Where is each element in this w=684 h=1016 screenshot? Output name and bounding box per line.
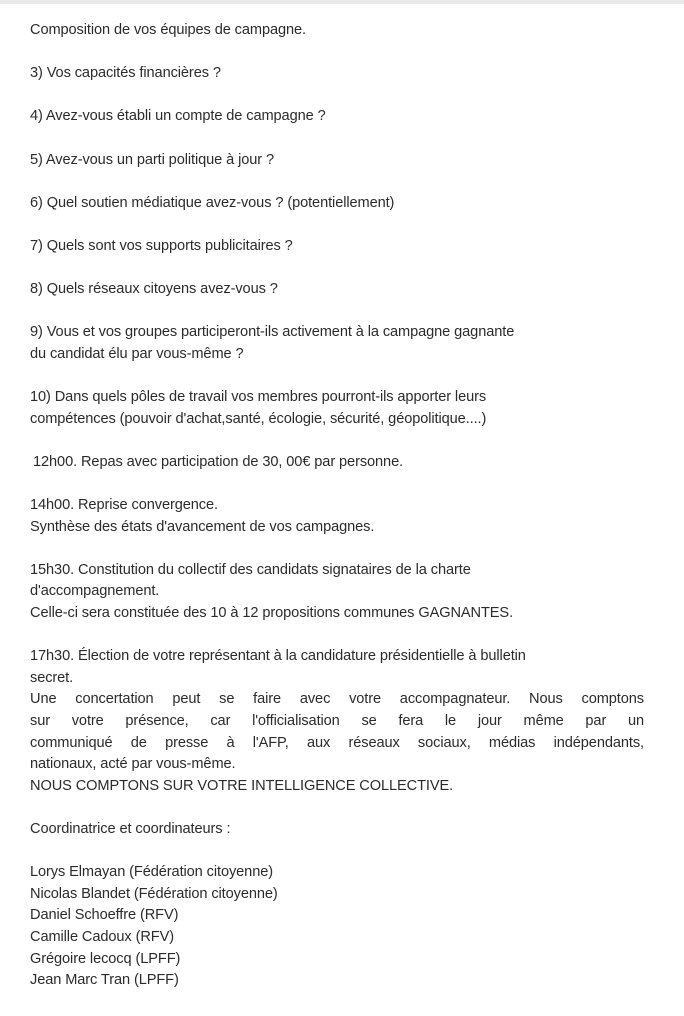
constitution-paragraph bbox=[30, 560, 644, 625]
constitution-line: d'accompagnement. bbox=[30, 583, 160, 600]
election-line: 17h30. Élection de votre représentant à la candidature présidentielle à bulletin bbox=[30, 648, 526, 665]
question-text: 7) Quels sont vos supports publicitaires ? bbox=[30, 237, 293, 254]
election-justified-line: Une concertation peut se faire avec votre accompagnateur. Nous comptons bbox=[30, 691, 644, 708]
election-line: secret. bbox=[30, 669, 74, 686]
question-line: 9) Vous et vos groupes participeront-ils activement à la campagne gagnante bbox=[30, 324, 515, 341]
intro-paragraph bbox=[30, 20, 644, 42]
coordinator-item: Grégoire lecocq (LPFF) bbox=[30, 950, 181, 967]
question-text: 5) Avez-vous un parti politique à jour ? bbox=[30, 151, 274, 168]
top-border bbox=[0, 0, 684, 4]
constitution-line: 15h30. Constitution du collectif des candidats signataires de la charte bbox=[30, 561, 471, 578]
question-text: 3) Vos capacités financières ? bbox=[30, 65, 221, 82]
lunch-line: 12h00. Repas avec participation de 30, 00€ par personne. bbox=[33, 453, 404, 470]
coordinators-heading-text: Coordinatrice et coordinateurs : bbox=[30, 820, 231, 837]
question-3 bbox=[30, 63, 644, 85]
question-4 bbox=[30, 106, 644, 128]
constitution-line: Celle-ci sera constituée des 10 à 12 propositions communes GAGNANTES. bbox=[30, 605, 514, 622]
question-text: 8) Quels réseaux citoyens avez-vous ? bbox=[30, 281, 278, 298]
election-justified-line: sur votre présence, car l'officialisation se fera le jour même par un bbox=[30, 713, 644, 729]
question-6 bbox=[30, 193, 644, 215]
question-5 bbox=[30, 150, 644, 172]
coordinator-item: Camille Cadoux (RFV) bbox=[30, 928, 174, 945]
coordinator-item: Daniel Schoeffre (RFV) bbox=[30, 907, 179, 924]
afternoon-paragraph bbox=[30, 495, 644, 538]
coordinators-heading bbox=[30, 819, 644, 841]
afternoon-line: Synthèse des états d'avancement de vos campagnes. bbox=[30, 518, 375, 535]
question-8 bbox=[30, 279, 644, 301]
intro-line: Composition de vos équipes de campagne. bbox=[30, 22, 306, 38]
coordinator-item: Nicolas Blandet (Fédération citoyenne) bbox=[30, 885, 278, 902]
lunch-paragraph bbox=[30, 452, 644, 474]
afternoon-line: 14h00. Reprise convergence. bbox=[30, 497, 218, 514]
election-paragraph bbox=[30, 646, 644, 797]
question-10 bbox=[30, 387, 644, 430]
document-body bbox=[30, 20, 644, 1013]
question-9 bbox=[30, 322, 644, 365]
question-text: 4) Avez-vous établi un compte de campagne ? bbox=[30, 108, 326, 125]
coordinators-list bbox=[30, 862, 644, 992]
election-justified-line: communiqué de presse à l'AFP, aux réseaux sociaux, médias indépendants, bbox=[30, 734, 644, 751]
question-line: du candidat élu par vous-même ? bbox=[30, 345, 244, 362]
question-line: compétences (pouvoir d'achat,santé, écologie, sécurité, géopolitique....) bbox=[30, 410, 487, 427]
coordinator-item: Jean Marc Tran (LPFF) bbox=[30, 972, 179, 989]
election-line: nationaux, acté par vous-même. bbox=[30, 756, 236, 773]
question-text: 6) Quel soutien médiatique avez-vous ? (potentiellement) bbox=[30, 194, 395, 211]
coordinator-item: Lorys Elmayan (Fédération citoyenne) bbox=[30, 864, 273, 881]
question-7 bbox=[30, 236, 644, 258]
question-line: 10) Dans quels pôles de travail vos membres pourront-ils apporter leurs bbox=[30, 389, 487, 406]
election-emphasis-line: NOUS COMPTONS SUR VOTRE INTELLIGENCE COLLECTIVE. bbox=[30, 777, 454, 794]
